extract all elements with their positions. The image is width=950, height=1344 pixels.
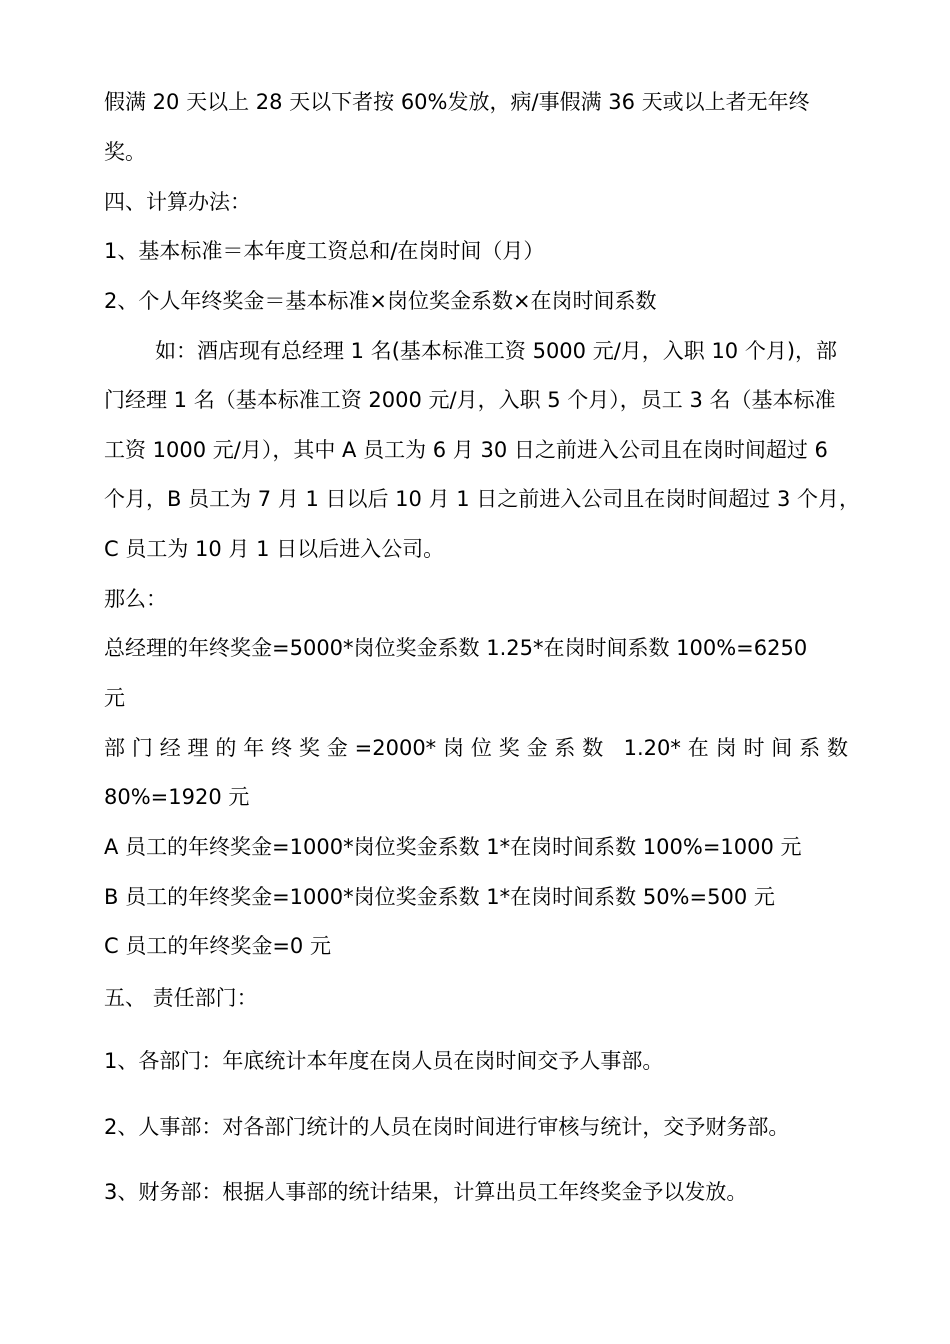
responsibility-finance: 3、财务部：根据人事部的统计结果，计算出员工年终奖金予以发放。 — [104, 1180, 748, 1204]
therefore-label: 那么： — [104, 587, 167, 611]
gm-bonus-line1: 总经理的年终奖金=5000*岗位奖金系数 1.25*在岗时间系数 100%=6250 — [104, 636, 808, 660]
section-heading-responsible: 五、 责任部门： — [104, 986, 258, 1010]
employee-a-bonus: A 员工的年终奖金=1000*岗位奖金系数 1*在岗时间系数 100%=1000 元 — [104, 835, 802, 859]
formula-basic-standard: 1、基本标准＝本年度工资总和/在岗时间（月） — [104, 239, 545, 263]
section-heading-calculation: 四、计算办法： — [104, 190, 251, 214]
employee-c-bonus: C 员工的年终奖金=0 元 — [104, 934, 331, 958]
paragraph-leave-rule-line1: 假满 20 天以上 28 天以下者按 60%发放，病/事假满 36 天或以上者无年终 — [104, 90, 810, 114]
example-paragraph-line5: C 员工为 10 月 1 日以后进入公司。 — [104, 537, 445, 561]
dept-manager-bonus-line2: 80%=1920 元 — [104, 785, 250, 809]
example-paragraph-line3: 工资 1000 元/月），其中 A 员工为 6 月 30 日之前进入公司且在岗时间超过 6 — [104, 438, 828, 462]
example-paragraph-line4: 个月，B 员工为 7 月 1 日以后 10 月 1 日之前进入公司且在岗时间超过 3 个月， — [104, 487, 860, 511]
responsibility-hr: 2、人事部：对各部门统计的人员在岗时间进行审核与统计，交予财务部。 — [104, 1115, 790, 1139]
gm-bonus-line2: 元 — [104, 686, 125, 710]
responsibility-departments: 1、各部门：年底统计本年度在岗人员在岗时间交予人事部。 — [104, 1049, 664, 1073]
paragraph-leave-rule-line2: 奖。 — [104, 140, 146, 164]
dept-manager-bonus-line1: 部门经理的年终奖金=2000*岗位奖金系数 1.20*在岗时间系数 — [104, 736, 848, 760]
example-paragraph-line2: 门经理 1 名（基本标准工资 2000 元/月，入职 5 个月），员工 3 名（基本标准 — [104, 388, 836, 412]
employee-b-bonus: B 员工的年终奖金=1000*岗位奖金系数 1*在岗时间系数 50%=500 元 — [104, 885, 775, 909]
example-paragraph-line1: 如：酒店现有总经理 1 名(基本标准工资 5000 元/月，入职 10 个月)，部 — [155, 339, 838, 363]
formula-personal-bonus: 2、个人年终奖金＝基本标准×岗位奖金系数×在岗时间系数 — [104, 289, 657, 313]
